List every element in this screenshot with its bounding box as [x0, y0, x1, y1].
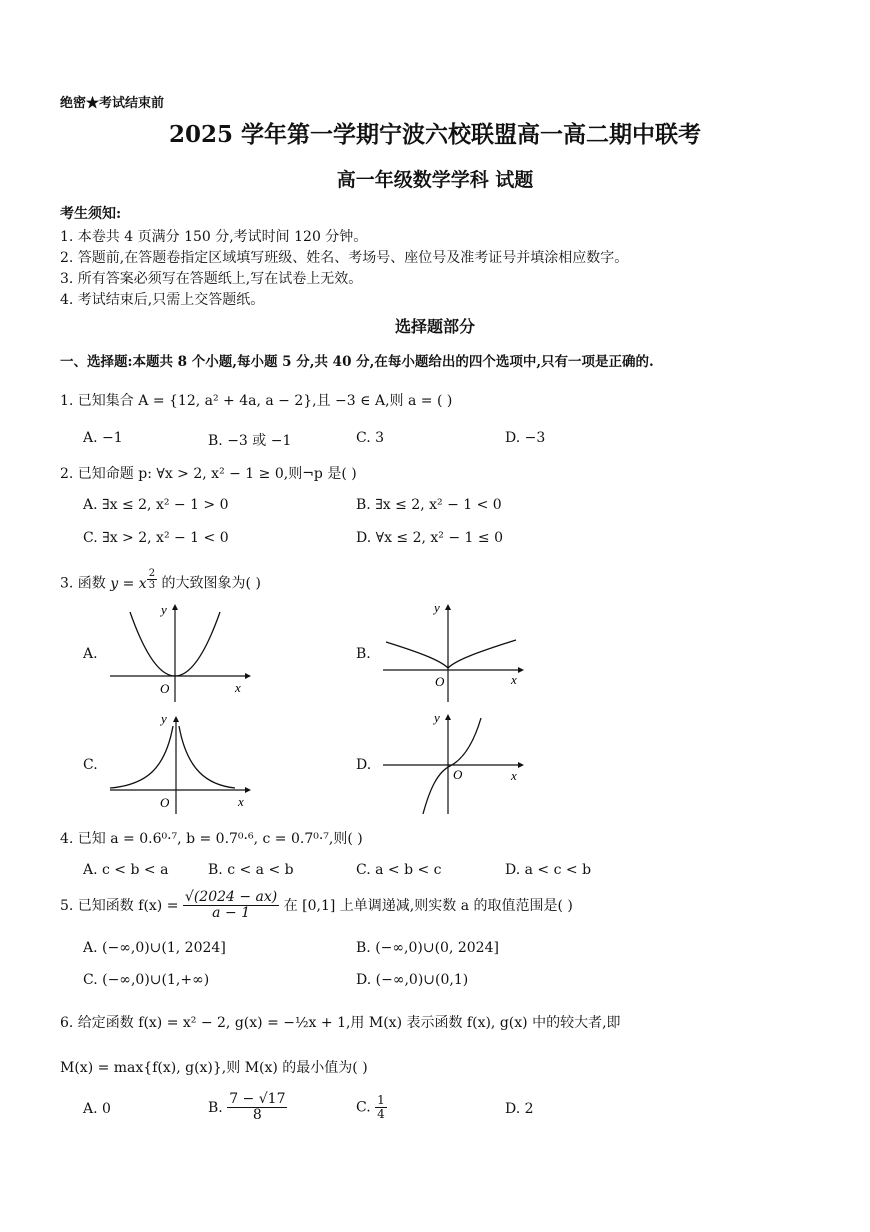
q2-option-c: C. ∃x > 2, x² − 1 < 0 — [83, 530, 229, 546]
q3-stem-suffix: 的大致图象为( ) — [161, 575, 261, 592]
q3-function-formula: y = x $^{\frac{2}{3}}$ — [110, 568, 156, 592]
q2-option-a: A. ∃x ≤ 2, x² − 1 > 0 — [83, 497, 229, 513]
q1-option-c: C. 3 — [356, 430, 385, 446]
axis-y-label: y — [161, 602, 167, 617]
notice-item: 3. 所有答案必须写在答题纸上,写在试卷上无效。 — [60, 271, 363, 287]
q5-option-a: A. (−∞,0)∪(1, 2024] — [83, 940, 226, 956]
q6-option-d: D. 2 — [505, 1101, 534, 1117]
axis-x-label: x — [511, 672, 517, 687]
q6-stem-line2: M(x) = max{f(x), g(x)},则 M(x) 的最小值为( ) — [60, 1060, 368, 1076]
notice-item: 4. 考试结束后,只需上交答题纸。 — [60, 292, 265, 308]
q6-option-c-denominator: 4 — [377, 1107, 385, 1122]
section-instruction: 一、选择题:本题共 8 个小题,每小题 5 分,共 40 分,在每小题给出的四个选项中,只有一项是正确的. — [60, 354, 654, 370]
q6-option-c — [356, 1094, 387, 1121]
origin-label: O — [453, 767, 463, 782]
q1-stem: 1. 已知集合 A = {12, a² + 4a, a − 2},且 −3 ∈ A,则 a = ( ) — [60, 393, 453, 409]
axis-x-label: x — [511, 768, 517, 783]
q4-option-c: C. a < b < c — [356, 862, 442, 878]
origin-label: O — [160, 795, 170, 810]
q6-option-b-fraction — [227, 1092, 287, 1124]
q6-option-b-label: B. — [208, 1099, 223, 1116]
q3-option-d: D. — [356, 757, 372, 773]
origin-label: O — [160, 681, 170, 696]
section-title: 选择题部分 — [394, 317, 475, 336]
notice-item: 2. 答题前,在答题卷指定区域填写班级、姓名、考场号、座位号及准考证号并填涂相应数字。 — [60, 250, 629, 266]
q1-option-b: B. −3 或 −1 — [208, 433, 292, 449]
q3-graph-a — [105, 600, 255, 705]
q4-stem: 4. 已知 a = 0.6⁰·⁷, b = 0.7⁰·⁶, c = 0.7⁰·⁷,则( ) — [60, 831, 363, 847]
axis-y-label: y — [161, 711, 167, 726]
q5-stem-suffix: 在 [0,1] 上单调递减,则实数 a 的取值范围是( ) — [283, 897, 573, 914]
q5-option-d: D. (−∞,0)∪(0,1) — [356, 972, 469, 988]
q6-stem-line1: 6. 给定函数 f(x) = x² − 2, g(x) = −½x + 1,用 M(x) 表示函数 f(x), g(x) 中的较大者,即 — [60, 1015, 621, 1031]
q3-option-a: A. — [83, 646, 98, 662]
exam-subtitle: 高一年级数学学科 试题 — [336, 169, 534, 191]
q6-option-c-label: C. — [356, 1099, 371, 1116]
q2-option-d: D. ∀x ≤ 2, x² − 1 ≤ 0 — [356, 530, 503, 546]
q6-option-a: A. 0 — [83, 1101, 111, 1117]
q5-fraction — [183, 890, 279, 922]
q1-option-d: D. −3 — [505, 430, 546, 446]
q3-stem-prefix: 3. 函数 — [60, 575, 106, 592]
axis-x-label: x — [238, 794, 244, 809]
q5-stem — [60, 890, 573, 922]
q5-fraction-numerator: √(2024 − ax) — [184, 889, 278, 905]
q1-option-a: A. −1 — [83, 430, 123, 446]
q2-stem: 2. 已知命题 p: ∀x > 2, x² − 1 ≥ 0,则¬p 是( ) — [60, 466, 357, 482]
q3-graph-b — [378, 600, 528, 705]
q5-option-b: B. (−∞,0)∪(0, 2024] — [356, 940, 499, 956]
q4-option-b: B. c < a < b — [208, 862, 294, 878]
secret-mark: 绝密★考试结束前 — [60, 96, 165, 111]
axis-y-label: y — [434, 710, 440, 725]
q6-option-b — [208, 1092, 287, 1124]
q5-fraction-denominator: a − 1 — [212, 905, 251, 922]
q6-option-b-numerator: 7 − √17 — [229, 1091, 286, 1107]
q6-option-c-numerator: 1 — [377, 1093, 385, 1107]
q4-option-d: D. a < c < b — [505, 862, 592, 878]
notice-heading: 考生须知: — [60, 206, 122, 222]
q2-option-b: B. ∃x ≤ 2, x² − 1 < 0 — [356, 497, 502, 513]
q6-option-c-fraction — [375, 1094, 387, 1121]
axis-y-label: y — [434, 600, 440, 615]
origin-label: O — [435, 674, 445, 689]
q3-graph-d — [378, 710, 528, 815]
q3-option-c: C. — [83, 757, 98, 773]
exam-title: 2025 学年第一学期宁波六校联盟高一高二期中联考 — [168, 121, 702, 148]
q5-option-c: C. (−∞,0)∪(1,+∞) — [83, 972, 210, 988]
q3-option-b: B. — [356, 646, 371, 662]
q6-option-b-denominator: 8 — [252, 1107, 262, 1124]
q4-option-a: A. c < b < a — [83, 862, 169, 878]
notice-item: 1. 本卷共 4 页满分 150 分,考试时间 120 分钟。 — [60, 229, 368, 245]
q5-stem-prefix: 5. 已知函数 f(x) = — [60, 897, 179, 914]
q3-graph-c — [105, 710, 255, 815]
axis-x-label: x — [235, 680, 241, 695]
q3-stem — [60, 568, 261, 593]
